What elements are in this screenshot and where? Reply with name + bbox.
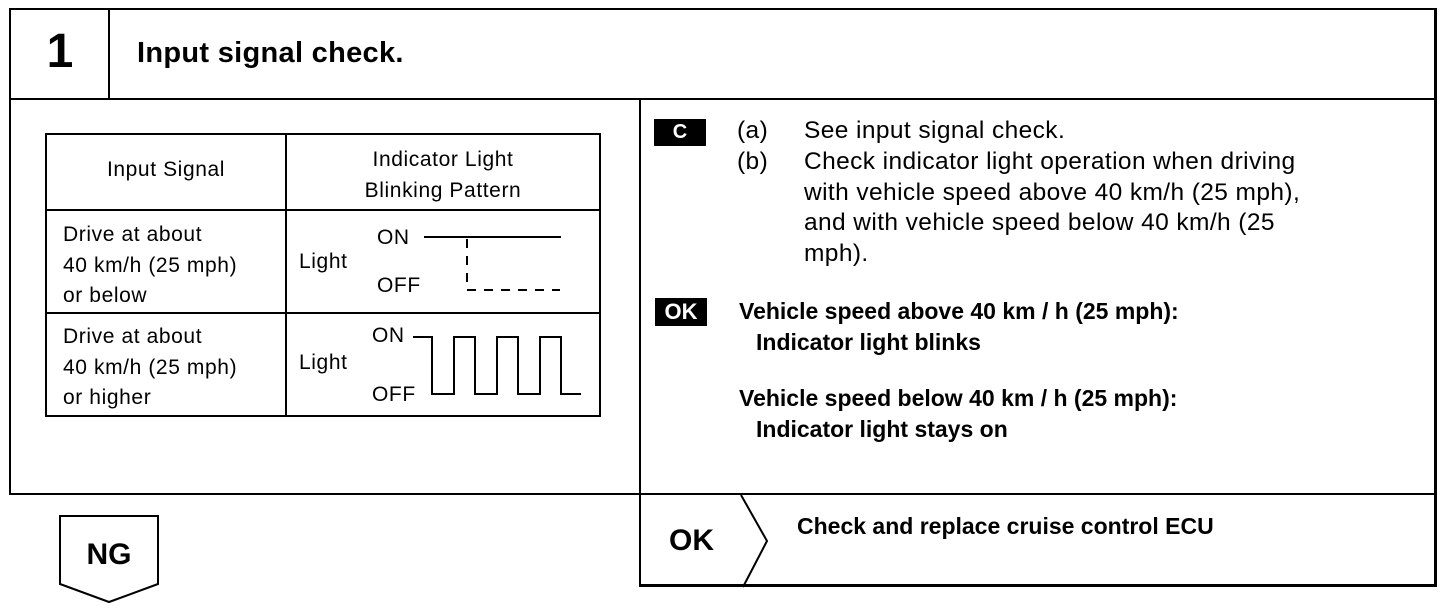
row2-signal-line2: 40 km/h (25 mph) [63,355,238,379]
row2-signal-line3: or higher [63,386,152,409]
check-item-b-line2: with vehicle speed above 40 km/h (25 mph), [804,178,1301,206]
ok-condition-above-result: Indicator light blinks [756,329,981,355]
row2-off-label: OFF [372,383,416,406]
step-title: Input signal check. [137,37,404,69]
row2-on-label: ON [372,324,405,347]
table-row [63,220,237,312]
ok-result-badge: OK [655,298,707,326]
step-number: 1 [46,25,74,78]
ok-action-text: Check and replace cruise control ECU [797,513,1214,539]
ok-box-bottom-border [639,584,1437,587]
ok-condition-below-label: Vehicle speed below 40 km / h (25 mph): [739,385,1178,411]
row1-signal-line2: 40 km/h (25 mph) [63,253,238,277]
ok-condition-below-result: Indicator light stays on [756,416,1008,442]
row1-signal-line1: Drive at about [63,223,203,246]
row1-off-label: OFF [377,274,421,297]
check-badge-c: C [654,119,706,146]
check-item-b-line1: Check indicator light operation when driving [804,148,1296,175]
table-row-divider [45,312,601,314]
check-item-b-line4: mph). [804,239,869,267]
row2-light-label: Light [299,351,348,374]
row1-on-label: ON [377,226,410,249]
header-divider [9,98,1437,100]
table-row [63,322,237,414]
step-number-divider [108,8,110,99]
table-header-blinking-pattern: Indicator Light Blinking Pattern [364,148,522,202]
row2-signal-line1: Drive at about [63,325,203,348]
check-item-b-line3: and with vehicle speed below 40 km/h (25 [804,209,1275,236]
ok-action-label: OK [669,524,714,557]
ng-arrow-box [0,0,1,1]
check-item-b-marker: (b) [737,148,769,175]
row1-light-label: Light [299,250,348,273]
table-header-input-signal: Input Signal [106,158,226,181]
row1-signal-line3: or below [63,284,148,307]
check-item-a-marker: (a) [737,117,769,144]
check-item-a-text: See input signal check. [804,117,1066,144]
ng-label: NG [86,538,132,571]
table-header-divider [45,209,601,211]
ok-condition-above-label: Vehicle speed above 40 km / h (25 mph): [739,298,1179,324]
ok-box-right-border [1434,495,1437,587]
check-item-b-text [804,147,1300,269]
column-divider [639,99,641,587]
